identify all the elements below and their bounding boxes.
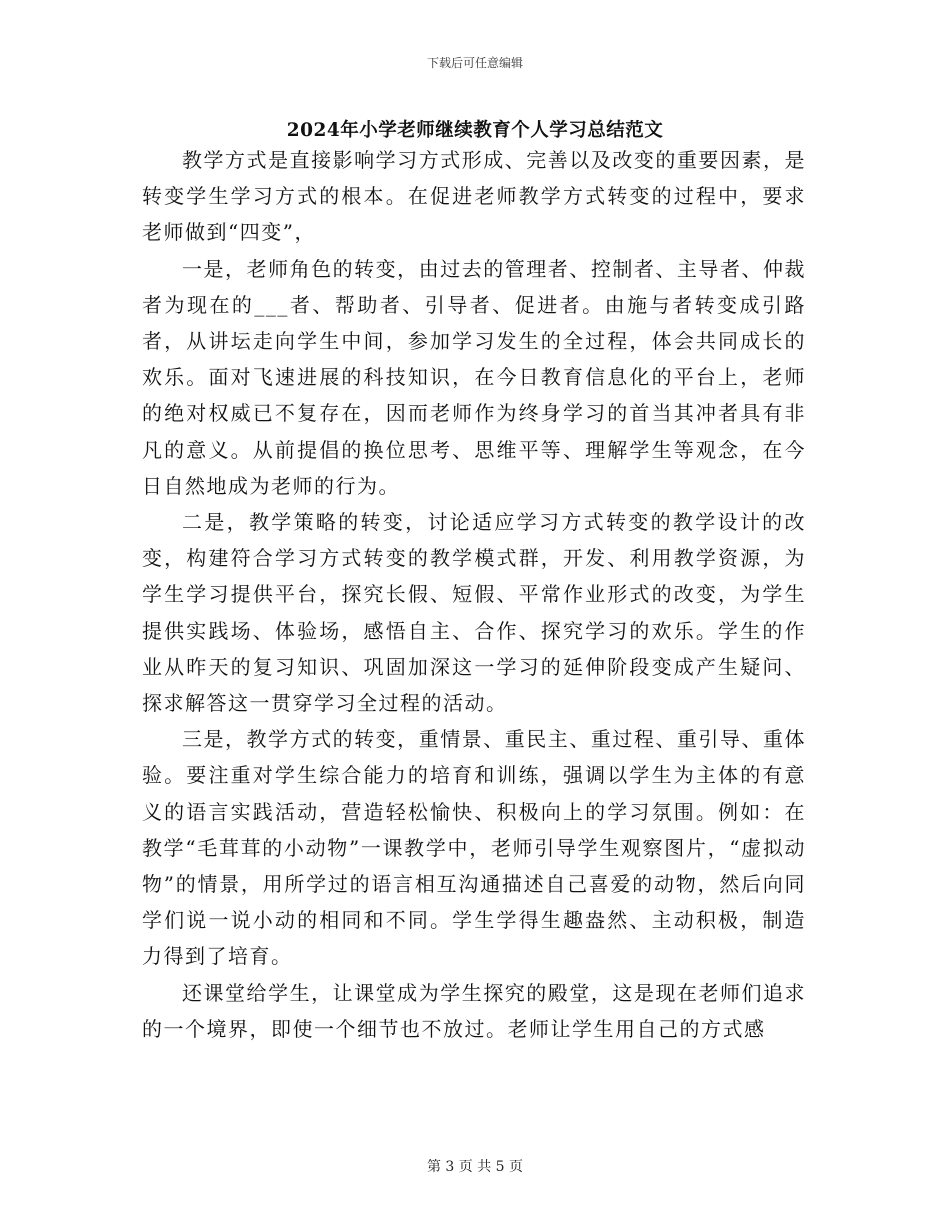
paragraph: 教学方式是直接影响学习方式形成、完善以及改变的重要因素，是转变学生学习方式的根本。在促进老师教学方式转变的过程中，要求老师做到“四变”， <box>142 148 806 245</box>
document-title: 2024年小学老师继续教育个人学习总结范文 <box>286 120 664 141</box>
paragraph: 二是，教学策略的转变，讨论适应学习方式转变的教学设计的改变，构建符合学习方式转变的教学模式群，开发、利用教学资源，为学生学习提供平台，探究长假、短假、平常作业形式的改变，为学生提供实践场、体验场，感悟自主、合作、探究学习的欢乐。学生的作业从昨天的复习知识、巩固加深这一学习的延伸阶段变成产生疑问、探求解答这一贯穿学习全过程的活动。 <box>142 510 806 716</box>
header-note: 下载后可任意编辑 <box>426 56 523 70</box>
paragraph: 一是，老师角色的转变，由过去的管理者、控制者、主导者、仲裁者为现在的___者、帮助者、引导者、促进者。由施与者转变成引路者，从讲坛走向学生中间，参加学习发生的全过程，体会共同成长的欢乐。面对飞速进展的科技知识，在今日教育信息化的平台上，老师的绝对权威已不复存在，因而老师作为终身学习的首当其冲者具有非凡的意义。从前提倡的换位思考、思维平等、理解学生等观念，在今日自然地成为老师的行为。 <box>142 256 806 498</box>
paragraph: 三是，教学方式的转变，重情景、重民主、重过程、重引导、重体验。要注重对学生综合能力的培育和训练，强调以学生为主体的有意义的语言实践活动，营造轻松愉快、积极向上的学习氛围。例如：在教学“毛茸茸的小动物”一课教学中，老师引导学生观察图片，“虚拟动物”的情景，用所学过的语言相互沟通描述自己喜爱的动物，然后向同学们说一说小动的相同和不同。学生学得生趣盎然、主动积极，制造力得到了培育。 <box>142 727 806 969</box>
page-number: 第 3 页 共 5 页 <box>426 1159 524 1175</box>
paragraph: 还课堂给学生，让课堂成为学生探究的殿堂，这是现在老师们追求的一个境界，即使一个细节也不放过。老师让学生用自己的方式感 <box>142 980 806 1041</box>
document-body <box>142 142 806 1047</box>
